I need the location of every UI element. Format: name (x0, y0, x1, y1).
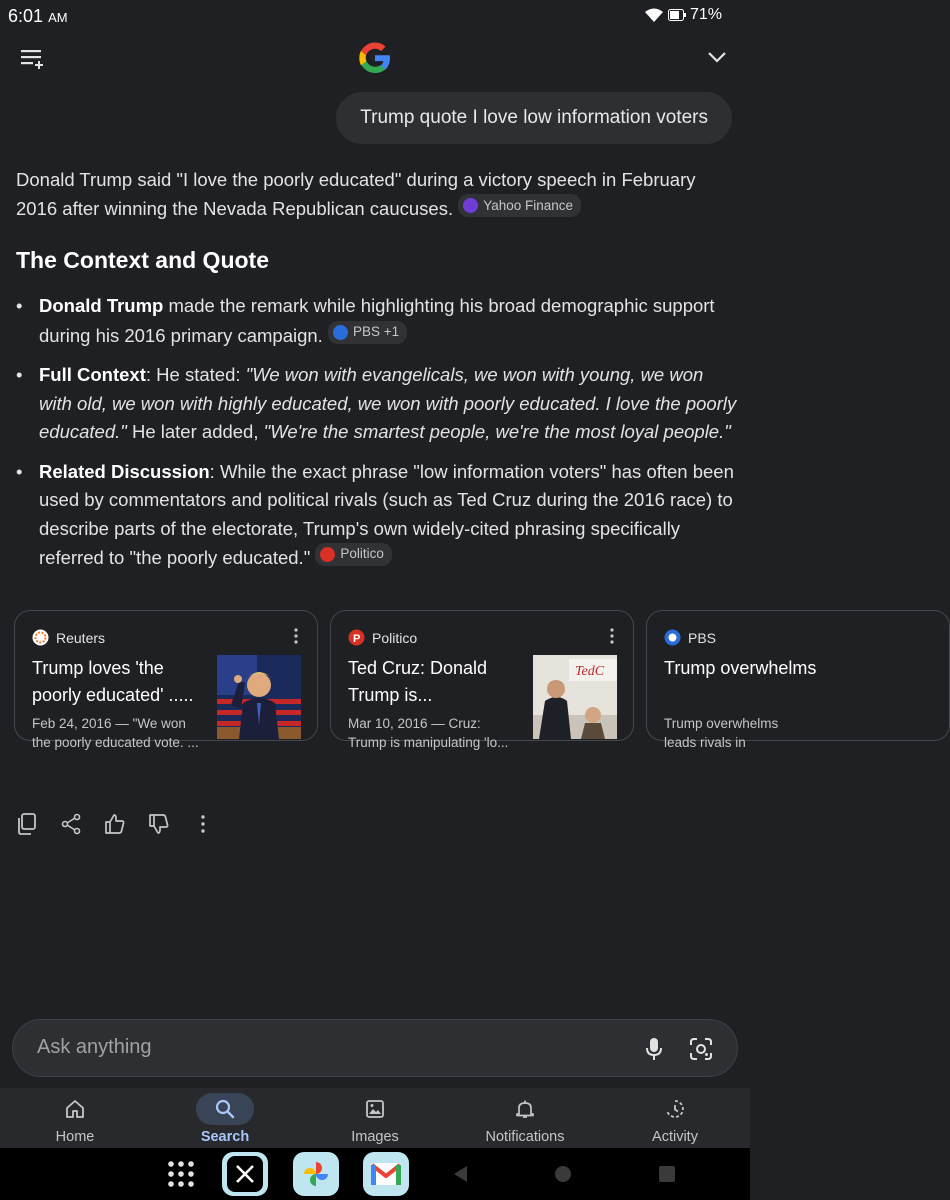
thumbs-down-icon[interactable] (148, 812, 170, 836)
pbs-icon (333, 325, 348, 340)
user-query-bubble (336, 92, 732, 144)
bullet-lead: Related Discussion (39, 460, 210, 482)
nav-search[interactable] (150, 1088, 300, 1148)
activity-icon (664, 1098, 686, 1120)
share-icon[interactable] (60, 812, 82, 836)
section-heading: The Context and Quote (16, 247, 269, 273)
more-vert-icon[interactable] (609, 628, 615, 644)
home-button-icon[interactable] (554, 1165, 572, 1183)
pbs-icon (664, 629, 681, 646)
status-ampm: AM (48, 10, 68, 25)
card-source-label: Politico (372, 629, 418, 646)
card-snippet-line: Feb 24, 2016 — "We won (32, 716, 186, 731)
source-card-pbs[interactable] (646, 610, 950, 750)
nav-label: Activity (652, 1129, 698, 1145)
source-chip-yahoo-finance[interactable] (458, 194, 581, 217)
google-logo (357, 40, 393, 76)
copy-icon[interactable] (16, 812, 38, 836)
politico-icon (320, 547, 335, 562)
bullet-text: He later added, (126, 421, 264, 442)
bullet-quote: "We won with evangelicals, we won with young, we won with old, we won with highly educated, we won with poorly educated. I love the poorly educated." (39, 364, 737, 442)
ask-bar[interactable] (12, 1019, 738, 1077)
thumbs-up-icon[interactable] (104, 812, 126, 836)
answer-intro-text: Donald Trump said "I love the poorly educated" during a victory speech in February 2016 after winning the Nevada Republican caucuses. (16, 169, 696, 219)
card-snippet-line: Mar 10, 2016 — Cruz: (348, 716, 481, 731)
list-item (16, 292, 738, 350)
status-time-value: 6:01 (8, 6, 44, 26)
bell-icon (514, 1098, 536, 1120)
bullet-lead: Donald Trump (39, 295, 164, 316)
card-snippet (32, 714, 212, 752)
card-source (32, 629, 105, 646)
android-system-bar (0, 1148, 750, 1200)
card-thumbnail-cruz (533, 655, 617, 739)
list-item (16, 458, 738, 573)
card-title: Trump loves 'the poorly educated' ..... (32, 658, 194, 705)
microphone-icon[interactable] (645, 1037, 663, 1061)
source-card-politico[interactable] (330, 610, 634, 750)
status-time (8, 6, 68, 27)
more-vert-icon[interactable] (192, 812, 214, 836)
search-icon (214, 1098, 236, 1120)
chip-label: Yahoo Finance (483, 198, 574, 213)
nav-label: Images (351, 1129, 399, 1145)
card-snippet-line: Trump is manipulating 'lo... (348, 735, 509, 750)
card-title: Ted Cruz: Donald Trump is... (348, 658, 488, 705)
history-menu-icon[interactable] (18, 44, 46, 72)
bullet-text: : While the exact phrase "low information voters" has often been used by commentators and political rivals (such as Ted Cruz during the 2016 race) to describe parts of the electorate, Trump's own widely-cited phrasing specifically referred to "the poorly educated." (39, 460, 734, 568)
svg-text:TedC: TedC (575, 664, 605, 679)
status-icons (644, 6, 722, 24)
battery-level: 71% (689, 6, 722, 23)
yahoo-finance-icon (463, 198, 478, 213)
svg-text:P: P (353, 633, 361, 645)
answer-intro (16, 165, 738, 223)
politico-icon (348, 629, 365, 646)
wifi-icon (644, 7, 664, 23)
chip-label: Politico (340, 546, 384, 562)
gmail-icon[interactable] (363, 1152, 409, 1196)
chip-label: PBS +1 (352, 323, 400, 339)
app-drawer-icon[interactable] (167, 1160, 195, 1188)
ask-input[interactable] (37, 1036, 597, 1059)
google-photos-icon[interactable] (293, 1152, 339, 1196)
back-button-icon[interactable] (452, 1165, 468, 1183)
card-source-label: Reuters (56, 629, 106, 646)
card-snippet-line: leads rivals in (664, 735, 746, 750)
x-app-icon[interactable] (222, 1152, 268, 1196)
home-icon (64, 1098, 86, 1120)
battery-icon (668, 9, 686, 21)
card-source (348, 629, 417, 646)
nav-label: Search (200, 1129, 250, 1145)
bullet-lead: Full Context (39, 364, 146, 385)
status-bar (0, 0, 750, 34)
nav-home[interactable] (0, 1088, 150, 1148)
nav-label: Home (55, 1129, 95, 1145)
recents-button-icon[interactable] (658, 1165, 676, 1183)
source-cards[interactable] (14, 610, 817, 750)
card-snippet-line: the poorly educated vote. ... (32, 735, 199, 750)
card-source (664, 629, 716, 646)
card-snippet (664, 714, 844, 752)
google-lens-icon[interactable] (689, 1037, 713, 1061)
chevron-down-icon[interactable] (706, 46, 728, 68)
source-chip-politico[interactable] (315, 543, 392, 566)
nav-images[interactable] (300, 1088, 450, 1148)
top-bar (0, 38, 750, 78)
bottom-nav (0, 1088, 750, 1148)
bullet-list (16, 292, 738, 584)
response-actions (16, 812, 214, 840)
bullet-text: : He stated: (145, 364, 246, 385)
bullet-text: made the remark while highlighting his broad demographic support during his 2016 primary campaign. (39, 295, 715, 346)
bullet-quote: "We're the smartest people, we're the most loyal people." (263, 421, 731, 442)
nav-activity[interactable] (600, 1088, 750, 1148)
card-thumbnail-trump (217, 655, 301, 739)
card-snippet-line: Trump overwhelms (664, 716, 779, 731)
more-vert-icon[interactable] (293, 628, 299, 644)
list-item (16, 361, 738, 447)
nav-label: Notifications (485, 1129, 565, 1145)
source-card-reuters[interactable] (14, 610, 318, 750)
nav-notifications[interactable] (450, 1088, 600, 1148)
card-title: Trump overwhelms (664, 658, 817, 678)
images-icon (364, 1098, 386, 1120)
user-query-text: Trump quote I love low information voters (360, 107, 708, 128)
card-snippet (348, 714, 528, 752)
card-source-label: PBS (688, 629, 717, 646)
reuters-icon (32, 629, 49, 646)
source-chip-pbs[interactable] (328, 321, 407, 344)
